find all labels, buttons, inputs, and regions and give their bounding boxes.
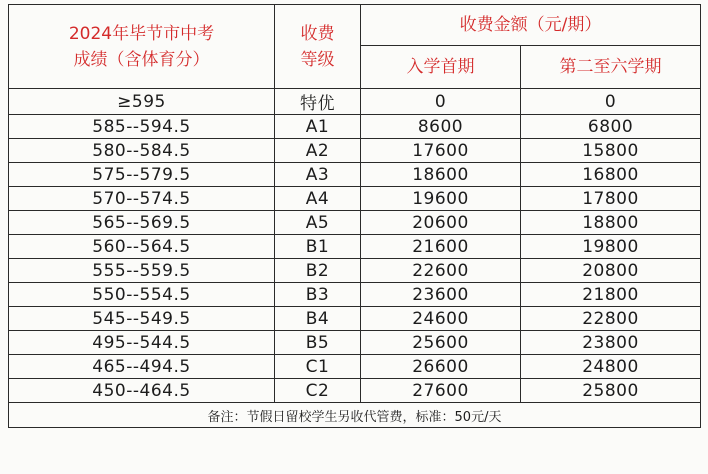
later-terms-fee-cell: 23800 — [521, 331, 701, 355]
later-terms-column-header: 第二至六学期 — [521, 46, 701, 89]
grade-cell: A2 — [275, 139, 361, 163]
later-terms-fee-cell: 17800 — [521, 187, 701, 211]
later-terms-fee-cell: 19800 — [521, 235, 701, 259]
later-terms-fee-cell: 21800 — [521, 283, 701, 307]
later-terms-fee-cell: 16800 — [521, 163, 701, 187]
first-term-fee-cell: 20600 — [361, 211, 521, 235]
fee-table-header — [9, 5, 701, 89]
grade-header-line-2: 等级 — [300, 49, 335, 70]
table-row — [9, 163, 701, 187]
grade-cell: A1 — [275, 115, 361, 139]
score-cell: ≥595 — [9, 89, 275, 115]
grade-cell: B2 — [275, 259, 361, 283]
score-cell: 450--464.5 — [9, 379, 275, 403]
grade-cell: A4 — [275, 187, 361, 211]
later-terms-fee-cell: 0 — [521, 89, 701, 115]
table-row — [9, 355, 701, 379]
table-row — [9, 331, 701, 355]
score-cell: 545--549.5 — [9, 307, 275, 331]
first-term-fee-cell: 21600 — [361, 235, 521, 259]
grade-cell: A5 — [275, 211, 361, 235]
table-row — [9, 115, 701, 139]
score-header-line-2: 成绩（含体育分） — [73, 49, 210, 70]
fee-table — [8, 4, 701, 428]
table-row — [9, 139, 701, 163]
grade-cell: 特优 — [275, 89, 361, 115]
amount-group-header: 收费金额（元/期） — [361, 5, 701, 46]
grade-cell: C2 — [275, 379, 361, 403]
grade-cell: B1 — [275, 235, 361, 259]
later-terms-fee-cell: 15800 — [521, 139, 701, 163]
grade-column-header — [275, 5, 361, 89]
grade-cell: B3 — [275, 283, 361, 307]
first-term-fee-cell: 0 — [361, 89, 521, 115]
score-cell: 465--494.5 — [9, 355, 275, 379]
grade-cell: C1 — [275, 355, 361, 379]
first-term-fee-cell: 26600 — [361, 355, 521, 379]
score-cell: 555--559.5 — [9, 259, 275, 283]
score-cell: 560--564.5 — [9, 235, 275, 259]
grade-cell: A3 — [275, 163, 361, 187]
later-terms-fee-cell: 24800 — [521, 355, 701, 379]
score-cell: 580--584.5 — [9, 139, 275, 163]
table-row — [9, 187, 701, 211]
score-cell: 565--569.5 — [9, 211, 275, 235]
note-text: 备注：节假日留校学生另收代管费，标准：50元/天 — [9, 403, 701, 428]
table-row — [9, 89, 701, 115]
first-term-fee-cell: 25600 — [361, 331, 521, 355]
fee-table-body — [9, 89, 701, 403]
first-term-fee-cell: 27600 — [361, 379, 521, 403]
grade-cell: B5 — [275, 331, 361, 355]
first-term-fee-cell: 17600 — [361, 139, 521, 163]
table-row — [9, 283, 701, 307]
first-term-fee-cell: 23600 — [361, 283, 521, 307]
score-cell: 550--554.5 — [9, 283, 275, 307]
table-row — [9, 211, 701, 235]
table-row — [9, 307, 701, 331]
score-cell: 570--574.5 — [9, 187, 275, 211]
later-terms-fee-cell: 6800 — [521, 115, 701, 139]
first-term-column-header: 入学首期 — [361, 46, 521, 89]
first-term-fee-cell: 24600 — [361, 307, 521, 331]
later-terms-fee-cell: 20800 — [521, 259, 701, 283]
later-terms-fee-cell: 25800 — [521, 379, 701, 403]
score-column-header — [9, 5, 275, 89]
score-cell: 575--579.5 — [9, 163, 275, 187]
table-row — [9, 235, 701, 259]
grade-header-line-1: 收费 — [300, 23, 335, 44]
first-term-fee-cell: 22600 — [361, 259, 521, 283]
table-row — [9, 379, 701, 403]
first-term-fee-cell: 19600 — [361, 187, 521, 211]
later-terms-fee-cell: 18800 — [521, 211, 701, 235]
first-term-fee-cell: 18600 — [361, 163, 521, 187]
grade-cell: B4 — [275, 307, 361, 331]
first-term-fee-cell: 8600 — [361, 115, 521, 139]
score-cell: 585--594.5 — [9, 115, 275, 139]
score-cell: 495--544.5 — [9, 331, 275, 355]
note-row — [9, 403, 701, 428]
score-header-line-1: 2024年毕节市中考 — [68, 23, 215, 44]
later-terms-fee-cell: 22800 — [521, 307, 701, 331]
table-row — [9, 259, 701, 283]
